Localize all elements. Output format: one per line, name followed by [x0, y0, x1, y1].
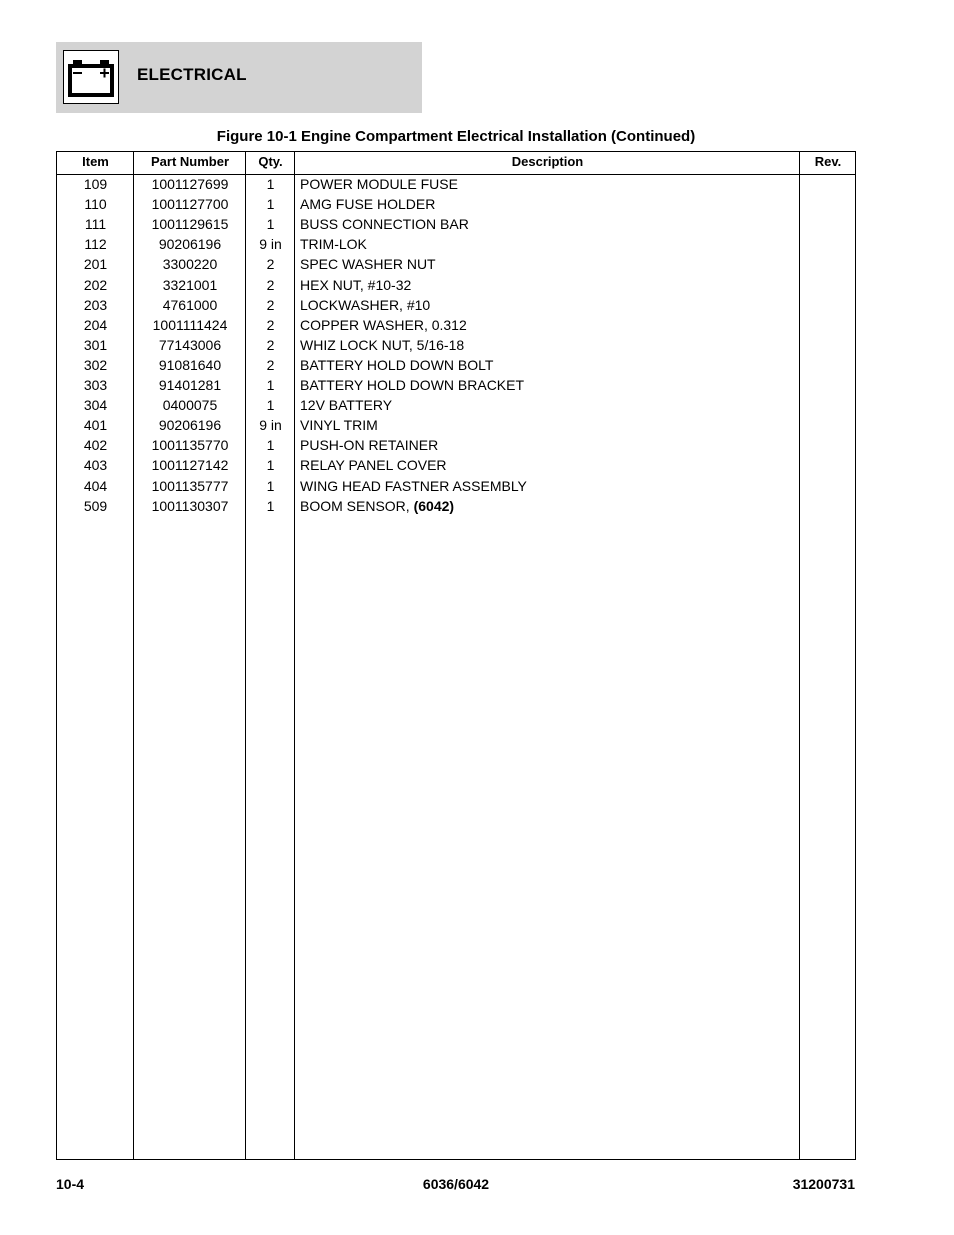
description-text: BOOM SENSOR,	[300, 497, 414, 514]
table-header-row	[57, 152, 855, 175]
part-number: 91081640	[158, 356, 222, 373]
table-row	[57, 415, 855, 435]
figure-title: Figure 10-1 Engine Compartment Electrical Installation (Continued)	[216, 128, 696, 145]
header-rev: Rev.	[814, 154, 842, 169]
table-row	[57, 214, 855, 234]
item-number: 110	[84, 196, 107, 213]
part-number: 1001135777	[151, 477, 229, 494]
table-row	[57, 174, 855, 194]
footer-model: 6036/6042	[422, 1176, 490, 1192]
description	[300, 355, 800, 375]
battery-icon	[63, 50, 119, 104]
description-text: POWER MODULE FUSE	[300, 176, 458, 192]
quantity: 1	[266, 377, 275, 393]
description	[300, 234, 800, 254]
description-text: TRIM-LOK	[300, 236, 367, 253]
item-number: 303	[83, 377, 108, 393]
quantity: 1	[266, 437, 275, 454]
description	[300, 335, 800, 355]
description	[300, 214, 800, 234]
part-number: 77143006	[158, 336, 222, 353]
description	[300, 315, 800, 335]
table-row	[57, 375, 855, 395]
description-text: PUSH-ON RETAINER	[300, 437, 439, 454]
part-number: 4761000	[162, 296, 218, 313]
description-text: BATTERY HOLD DOWN BOLT	[300, 356, 494, 373]
table-row	[57, 254, 855, 274]
part-number: 1001111424	[152, 316, 228, 333]
quantity: 2	[266, 336, 275, 353]
description	[300, 375, 800, 395]
item-number: 201	[83, 256, 108, 273]
description	[300, 174, 800, 194]
description	[300, 254, 800, 274]
description	[300, 476, 800, 496]
description-text: SPEC WASHER NUT	[300, 256, 436, 273]
table-row	[57, 455, 855, 475]
description-text: COPPER WASHER, 0.312	[300, 316, 467, 333]
description-text: AMG FUSE HOLDER	[300, 196, 436, 213]
model-applicability: (6042)	[413, 497, 455, 514]
quantity: 1	[266, 497, 275, 514]
quantity: 2	[266, 316, 275, 333]
item-number: 509	[83, 497, 108, 514]
item-number: 301	[83, 336, 108, 353]
table-row	[57, 496, 855, 516]
part-number: 1001129615	[151, 216, 229, 233]
description	[300, 295, 800, 315]
part-number: 90206196	[158, 417, 222, 434]
table-row	[57, 476, 855, 496]
table-row	[57, 395, 855, 415]
table-row	[57, 234, 855, 254]
item-number: 304	[83, 397, 108, 414]
item-number: 203	[83, 296, 108, 313]
table-row	[57, 355, 855, 375]
part-number: 91401281	[158, 377, 222, 393]
quantity: 1	[266, 176, 275, 192]
header-qty: Qty.	[258, 154, 283, 169]
quantity: 1	[266, 457, 275, 474]
part-number: 3300220	[162, 256, 218, 273]
part-number: 90206196	[158, 236, 222, 253]
footer-doc-number: 31200731	[792, 1176, 855, 1192]
item-number: 403	[83, 457, 108, 474]
description-text: WING HEAD FASTNER ASSEMBLY	[300, 477, 527, 494]
part-number: 1001127700	[151, 196, 229, 213]
footer-page-number: 10-4	[56, 1176, 85, 1192]
item-number: 404	[83, 477, 108, 494]
quantity: 2	[266, 256, 275, 273]
quantity: 2	[266, 356, 275, 373]
section-title: ELECTRICAL	[137, 65, 247, 84]
description-text: WHIZ LOCK NUT, 5/16-18	[300, 336, 465, 353]
part-number: 1001130307	[151, 497, 229, 514]
quantity: 1	[266, 397, 275, 414]
header-part-number: Part Number	[150, 154, 230, 169]
quantity: 2	[266, 276, 275, 293]
parts-table	[56, 151, 856, 1160]
description	[300, 194, 800, 214]
quantity: 9 in	[259, 236, 282, 253]
description-text: BATTERY HOLD DOWN BRACKET	[300, 377, 525, 393]
table-row	[57, 275, 855, 295]
quantity: 1	[266, 216, 275, 233]
table-row	[57, 194, 855, 214]
item-number: 302	[83, 356, 108, 373]
quantity: 1	[266, 196, 275, 213]
item-number: 111	[84, 216, 107, 233]
table-row	[57, 295, 855, 315]
description	[300, 455, 800, 475]
table-row	[57, 435, 855, 455]
item-number: 112	[84, 236, 107, 253]
description-text: 12V BATTERY	[300, 397, 393, 414]
table-row	[57, 315, 855, 335]
part-number: 3321001	[162, 276, 218, 293]
item-number: 109	[83, 176, 108, 192]
quantity: 2	[266, 296, 275, 313]
description	[300, 496, 800, 516]
item-number: 401	[83, 417, 108, 434]
item-number: 402	[83, 437, 108, 454]
part-number: 1001127699	[151, 176, 229, 192]
quantity: 9 in	[259, 417, 282, 434]
description	[300, 395, 800, 415]
description	[300, 435, 800, 455]
description-text: HEX NUT, #10-32	[300, 276, 412, 293]
description-text: VINYL TRIM	[300, 417, 378, 434]
header-item: Item	[82, 154, 109, 169]
part-number: 1001135770	[151, 437, 229, 454]
header-description: Description	[511, 154, 584, 169]
part-number: 0400075	[162, 397, 218, 414]
quantity: 1	[266, 477, 275, 494]
description-text: BUSS CONNECTION BAR	[300, 216, 469, 233]
item-number: 202	[83, 276, 108, 293]
description-text: RELAY PANEL COVER	[300, 457, 447, 474]
description	[300, 275, 800, 295]
description	[300, 415, 800, 435]
description-text: LOCKWASHER, #10	[300, 296, 431, 313]
item-number: 204	[83, 316, 108, 333]
table-row	[57, 335, 855, 355]
part-number: 1001127142	[151, 457, 229, 474]
